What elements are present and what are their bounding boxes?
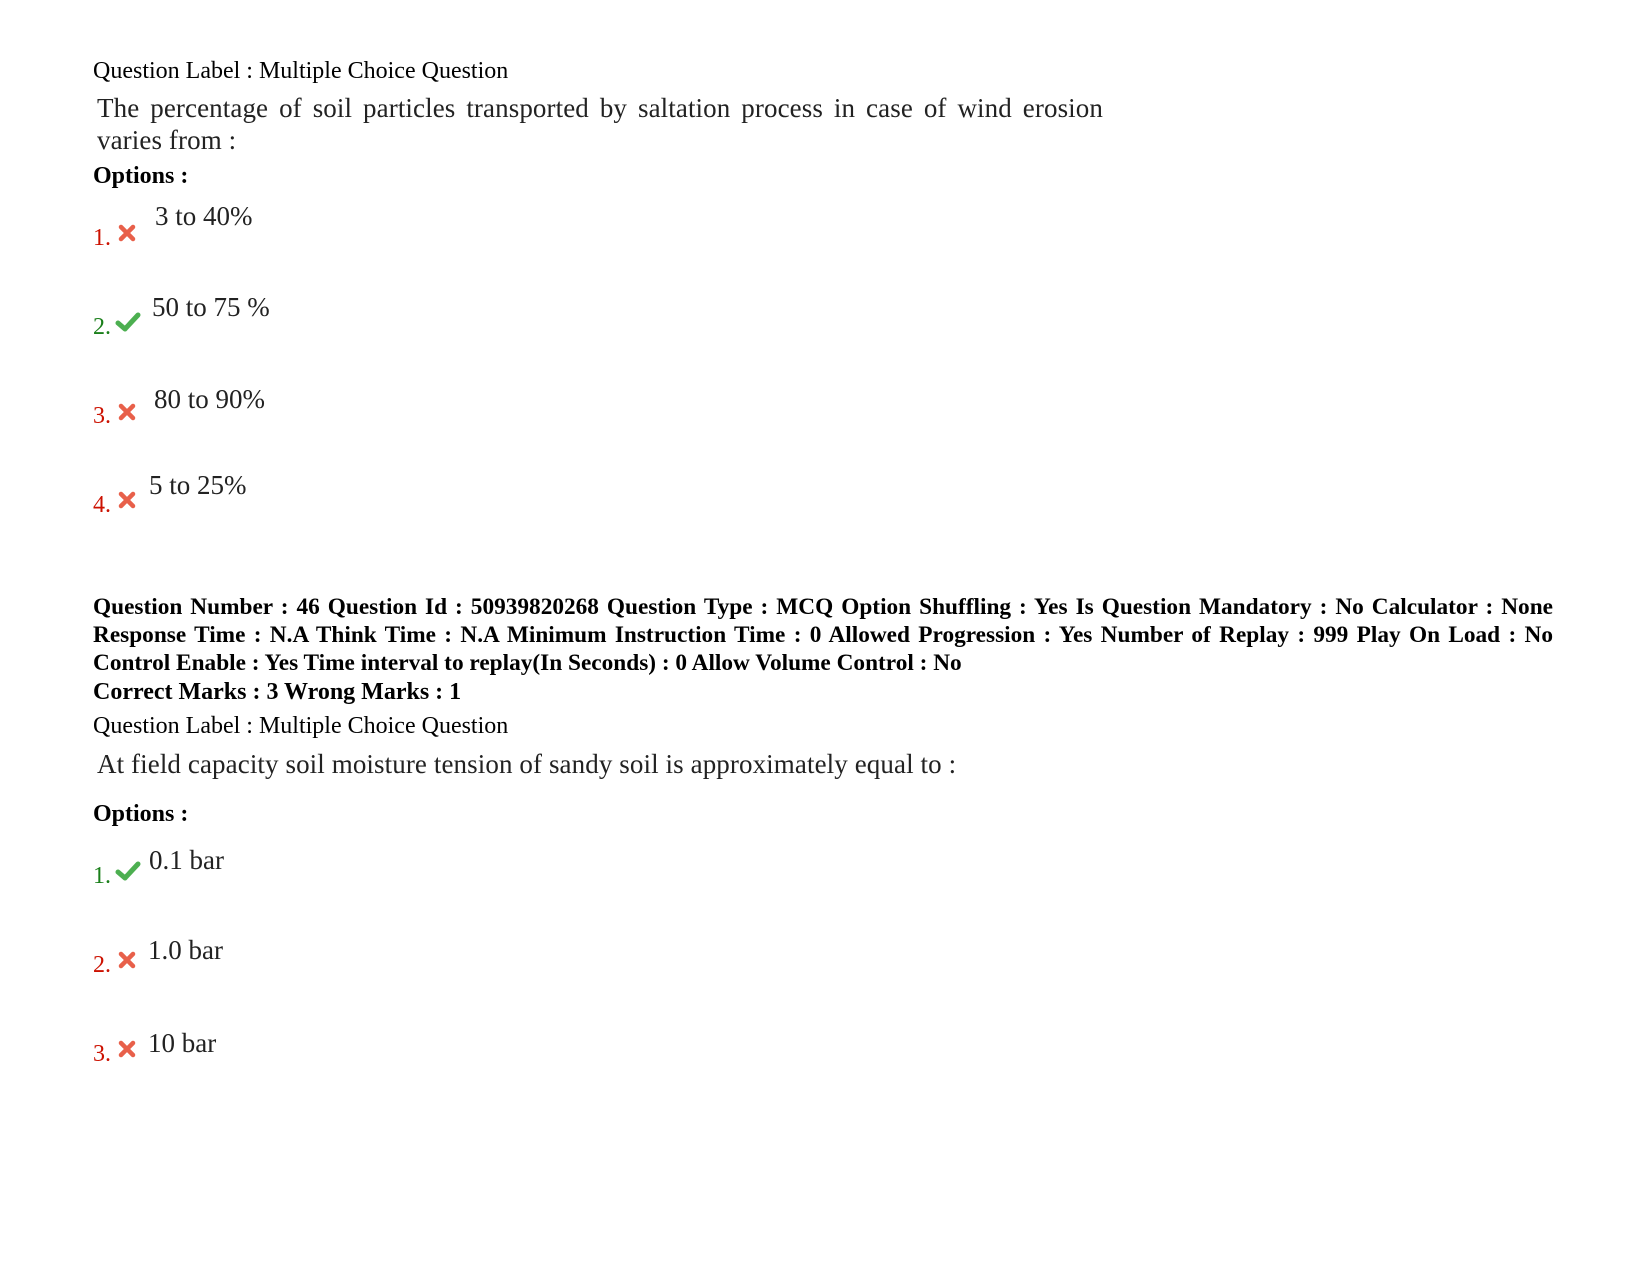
cross-icon (117, 490, 139, 512)
question-label: Question Label : Multiple Choice Question (93, 713, 509, 739)
question-text: At field capacity soil moisture tension of sandy soil is approximately equal to : (97, 749, 957, 779)
option-text: 5 to 25% (149, 470, 247, 500)
cross-icon (117, 223, 139, 245)
question-label: Question Label : Multiple Choice Question (93, 58, 509, 84)
option-number: 2. (93, 952, 111, 978)
cross-icon (117, 950, 139, 972)
option-number: 1. (93, 225, 111, 251)
check-icon (115, 311, 137, 333)
cross-icon (117, 1039, 139, 1061)
option-text: 80 to 90% (154, 384, 265, 414)
option-text: 10 bar (148, 1028, 217, 1058)
options-heading: Options : (93, 801, 189, 827)
question-text: The percentage of soil particles transported by saltation process in case of wind erosion varies from : (97, 93, 1103, 155)
option-text: 1.0 bar (148, 935, 223, 965)
option-number: 3. (93, 403, 111, 429)
question-metadata: Question Number : 46 Question Id : 50939820268 Question Type : MCQ Option Shuffling : Yes Is Question Mandatory : No Calculator : None Response Time : N.A Think Time : N.A Minimum Instruction Time : 0 Allowed Progression : Yes Number of Replay : 999 Play On Load : No Control Enable : Yes Time interval to replay(In Seconds) : 0 Allow Volume Control : No (93, 594, 1553, 676)
marks-info: Correct Marks : 3 Wrong Marks : 1 (93, 679, 462, 705)
option-number: 1. (93, 863, 111, 889)
option-number: 4. (93, 492, 111, 518)
option-text: 0.1 bar (149, 845, 224, 875)
cross-icon (117, 402, 139, 424)
option-text: 50 to 75 % (152, 292, 270, 322)
option-number: 2. (93, 314, 111, 340)
option-number: 3. (93, 1041, 111, 1067)
options-heading: Options : (93, 163, 189, 189)
check-icon (115, 860, 137, 882)
option-text: 3 to 40% (155, 201, 253, 231)
